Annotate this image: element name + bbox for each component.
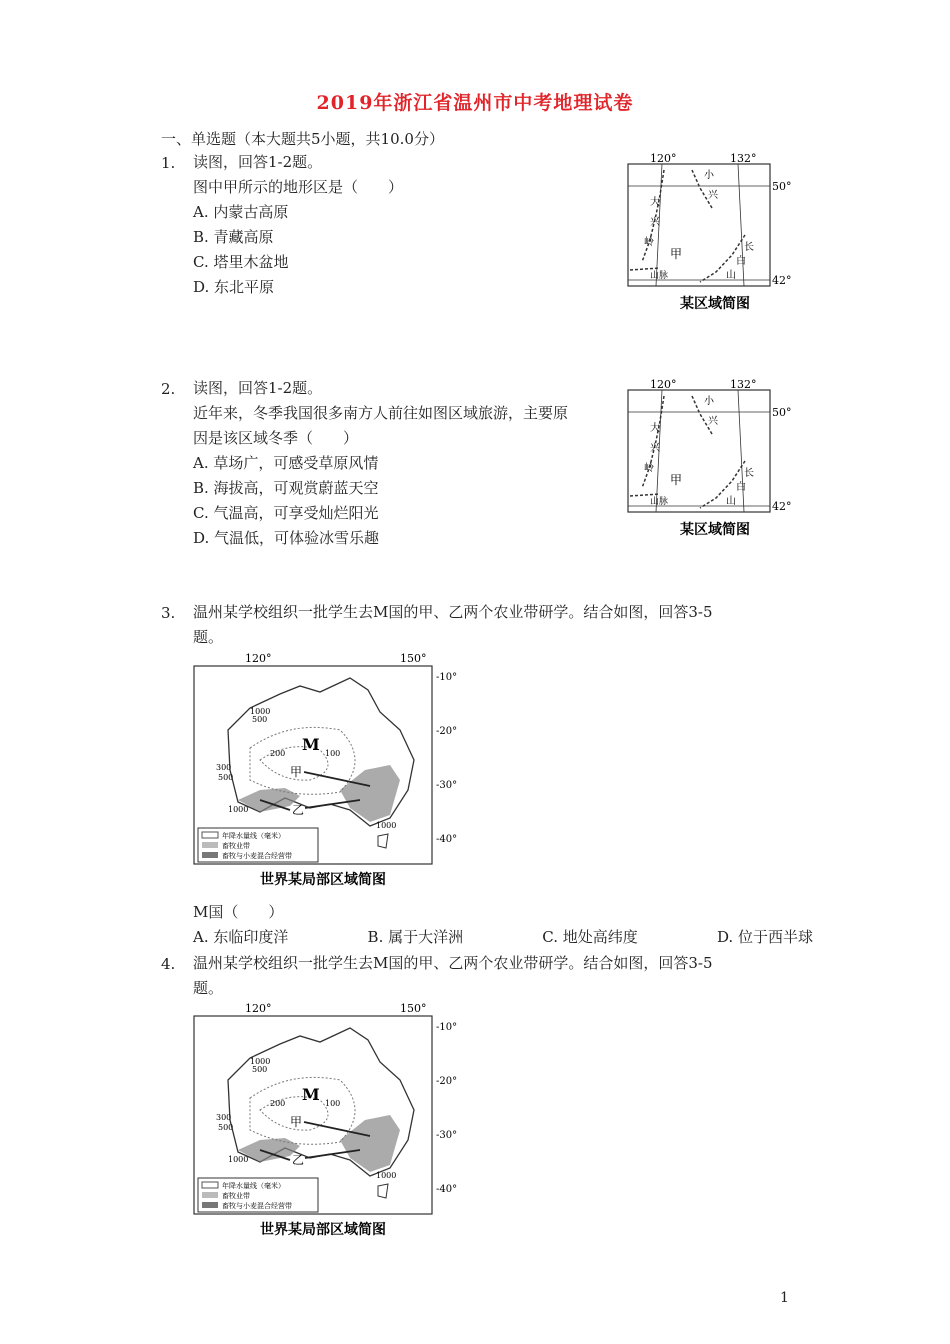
world-region-map bbox=[190, 1000, 460, 1240]
question-text: 题。 bbox=[193, 628, 224, 646]
svg-text:-20°: -20° bbox=[436, 726, 458, 737]
svg-text:甲: 甲 bbox=[670, 473, 683, 487]
question-text: 近年来，冬季我国很多南方人前往如图区域旅游，主要原 bbox=[193, 404, 569, 422]
option-d: D. 气温低，可体验冰雪乐趣 bbox=[193, 529, 380, 547]
svg-text:1000: 1000 bbox=[376, 821, 397, 830]
svg-text:年降水量线（毫米）: 年降水量线（毫米） bbox=[222, 1182, 285, 1190]
svg-text:120°: 120° bbox=[245, 652, 272, 665]
svg-text:120°: 120° bbox=[650, 152, 677, 165]
question-text: 图中甲所示的地形区是（ ） bbox=[193, 178, 404, 196]
svg-text:畜牧与小麦混合经营带: 畜牧与小麦混合经营带 bbox=[222, 852, 292, 860]
question-text: 因是该区域冬季（ ） bbox=[193, 429, 359, 447]
svg-text:100: 100 bbox=[325, 1099, 341, 1108]
svg-text:甲: 甲 bbox=[670, 247, 683, 261]
svg-text:42°: 42° bbox=[772, 500, 792, 513]
option-a: A. 内蒙古高原 bbox=[193, 203, 289, 221]
option-d: D. 东北平原 bbox=[193, 278, 275, 296]
svg-text:年降水量线（毫米）: 年降水量线（毫米） bbox=[222, 832, 285, 840]
svg-text:1000: 1000 bbox=[250, 1057, 271, 1066]
svg-text:1000: 1000 bbox=[250, 707, 271, 716]
china-region-map bbox=[620, 150, 800, 315]
svg-text:兴: 兴 bbox=[708, 190, 718, 201]
svg-text:某区域简图: 某区域简图 bbox=[680, 522, 750, 538]
section-heading: 一、单选题（本大题共5小题，共10.0分） bbox=[161, 130, 444, 148]
svg-text:山: 山 bbox=[726, 496, 736, 507]
svg-text:200: 200 bbox=[270, 749, 286, 758]
svg-text:甲: 甲 bbox=[290, 765, 303, 779]
svg-text:1000: 1000 bbox=[228, 1155, 249, 1164]
svg-text:山脉: 山脉 bbox=[650, 497, 669, 507]
svg-text:小: 小 bbox=[704, 396, 714, 407]
svg-text:1000: 1000 bbox=[228, 805, 249, 814]
svg-text:-20°: -20° bbox=[436, 1076, 458, 1087]
question-number: 4. bbox=[161, 955, 176, 973]
option-c: C. 地处高纬度 bbox=[542, 928, 638, 946]
svg-text:世界某局部区域简图: 世界某局部区域简图 bbox=[260, 872, 386, 888]
svg-text:500: 500 bbox=[252, 1065, 268, 1074]
svg-text:132°: 132° bbox=[730, 152, 757, 165]
svg-text:-10°: -10° bbox=[436, 1022, 458, 1033]
svg-text:-10°: -10° bbox=[436, 672, 458, 683]
svg-text:乙: 乙 bbox=[292, 1153, 305, 1167]
svg-text:-40°: -40° bbox=[436, 1184, 458, 1195]
option-b: B. 海拔高，可观赏蔚蓝天空 bbox=[193, 479, 379, 497]
option-a: A. 草场广，可感受草原风情 bbox=[193, 454, 379, 472]
svg-text:乙: 乙 bbox=[292, 803, 305, 817]
svg-text:畜牧与小麦混合经营带: 畜牧与小麦混合经营带 bbox=[222, 1202, 292, 1210]
world-region-map bbox=[190, 650, 460, 890]
svg-text:兴: 兴 bbox=[650, 443, 660, 454]
option-b: B. 属于大洋洲 bbox=[367, 928, 464, 946]
svg-text:岭: 岭 bbox=[644, 463, 654, 474]
svg-text:世界某局部区域简图: 世界某局部区域简图 bbox=[260, 1222, 386, 1238]
option-row bbox=[193, 926, 813, 947]
svg-text:120°: 120° bbox=[650, 378, 677, 391]
page-number: 1 bbox=[780, 1290, 789, 1306]
option-b: B. 青藏高原 bbox=[193, 228, 274, 246]
svg-text:M: M bbox=[302, 735, 320, 754]
svg-text:兴: 兴 bbox=[650, 217, 660, 228]
svg-text:山: 山 bbox=[726, 270, 736, 281]
question-stem: M国（ ） bbox=[193, 903, 284, 921]
svg-text:-40°: -40° bbox=[436, 834, 458, 845]
svg-text:某区域简图: 某区域简图 bbox=[680, 296, 750, 312]
svg-text:300: 300 bbox=[216, 1113, 232, 1122]
svg-text:50°: 50° bbox=[772, 180, 792, 193]
question-text: 题。 bbox=[193, 979, 224, 997]
option-c: C. 塔里木盆地 bbox=[193, 253, 289, 271]
svg-text:1000: 1000 bbox=[376, 1171, 397, 1180]
svg-text:畜牧业带: 畜牧业带 bbox=[222, 842, 250, 850]
svg-text:-30°: -30° bbox=[436, 1130, 458, 1141]
svg-text:132°: 132° bbox=[730, 378, 757, 391]
question-number: 3. bbox=[161, 604, 176, 622]
svg-text:白: 白 bbox=[736, 482, 746, 493]
svg-text:畜牧业带: 畜牧业带 bbox=[222, 1192, 250, 1200]
question-text: 温州某学校组织一批学生去M国的甲、乙两个农业带研学。结合如图，回答3-5 bbox=[193, 603, 713, 621]
svg-text:500: 500 bbox=[218, 1123, 234, 1132]
svg-text:岭: 岭 bbox=[644, 237, 654, 248]
question-number: 1. bbox=[161, 154, 176, 172]
svg-text:-30°: -30° bbox=[436, 780, 458, 791]
svg-text:M: M bbox=[302, 1085, 320, 1104]
svg-text:山脉: 山脉 bbox=[650, 271, 669, 281]
svg-text:50°: 50° bbox=[772, 406, 792, 419]
svg-text:大: 大 bbox=[650, 423, 660, 434]
svg-text:100: 100 bbox=[325, 749, 341, 758]
question-text: 读图，回答1-2题。 bbox=[193, 153, 323, 171]
svg-text:大: 大 bbox=[650, 197, 660, 208]
svg-text:300: 300 bbox=[216, 763, 232, 772]
svg-text:白: 白 bbox=[736, 256, 746, 267]
svg-text:42°: 42° bbox=[772, 274, 792, 287]
svg-text:200: 200 bbox=[270, 1099, 286, 1108]
svg-text:长: 长 bbox=[744, 468, 754, 479]
svg-text:150°: 150° bbox=[400, 652, 427, 665]
svg-text:500: 500 bbox=[252, 715, 268, 724]
option-c: C. 气温高，可享受灿烂阳光 bbox=[193, 504, 379, 522]
question-text: 读图，回答1-2题。 bbox=[193, 379, 323, 397]
svg-text:长: 长 bbox=[744, 242, 754, 253]
question-text: 温州某学校组织一批学生去M国的甲、乙两个农业带研学。结合如图，回答3-5 bbox=[193, 954, 713, 972]
svg-text:兴: 兴 bbox=[708, 416, 718, 427]
option-d: D. 位于西半球 bbox=[716, 928, 813, 946]
china-region-map bbox=[620, 376, 800, 541]
page-title: 2019年浙江省温州市中考地理试卷 bbox=[316, 92, 634, 114]
svg-text:500: 500 bbox=[218, 773, 234, 782]
question-number: 2. bbox=[161, 380, 176, 398]
svg-text:甲: 甲 bbox=[290, 1115, 303, 1129]
svg-text:120°: 120° bbox=[245, 1002, 272, 1015]
svg-text:150°: 150° bbox=[400, 1002, 427, 1015]
svg-text:小: 小 bbox=[704, 170, 714, 181]
option-a: A. 东临印度洋 bbox=[193, 928, 289, 946]
